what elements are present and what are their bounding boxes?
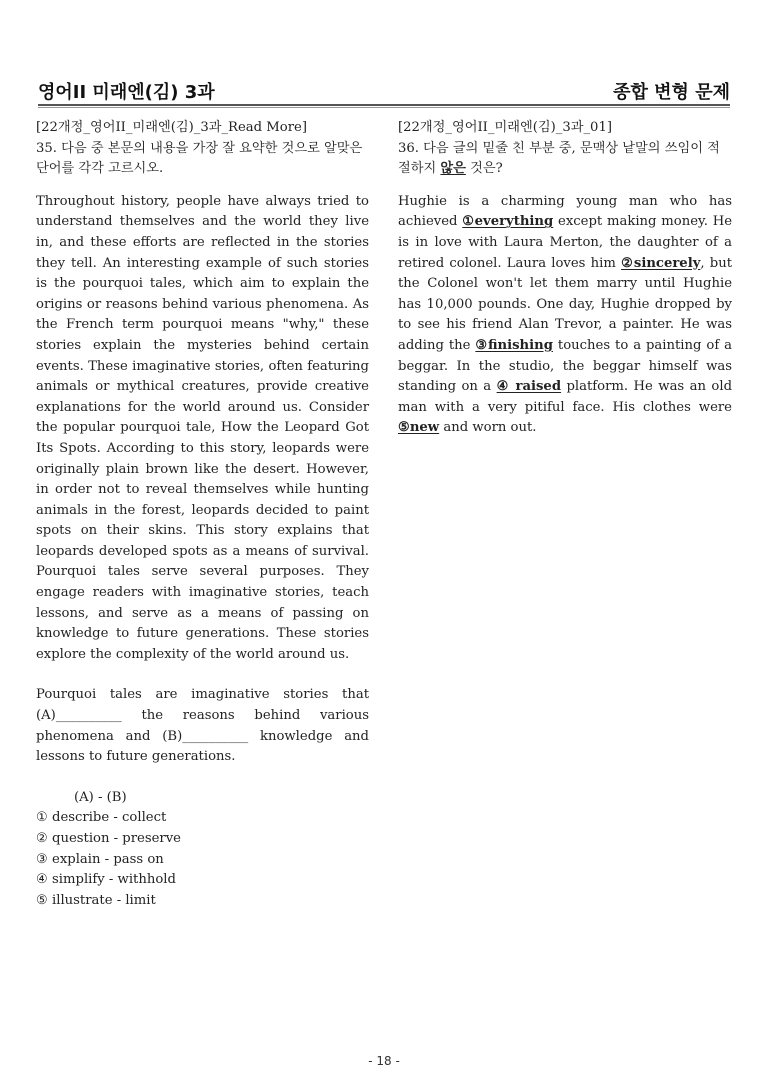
q36-passage-part-1: Hughie is a charming young man who has achieved — [398, 193, 732, 230]
q36-tag: [22개정_영어II_미래엔(김)_3과_01] — [398, 120, 612, 135]
q36-underline-1: ①everything — [462, 214, 554, 230]
header-rule-thin — [38, 107, 730, 108]
q36-passage-part-2: except making money. He is in love with Laura Merton, the daughter of a retired colonel. Laura loves him — [398, 214, 733, 271]
page-header — [38, 74, 730, 104]
q36-passage-part-5: platform. He was an old man with a very pitiful face. His clothes were — [398, 379, 733, 415]
q36-passage-part-3: , but the Colonel won't let them marry until Hughie has 10,000 pounds. One day, Hughie dropped by to see his friend Alan Trevor, a painter. He was adding the — [398, 255, 733, 353]
header-right-title: 종합 변형 문제 — [613, 82, 730, 103]
q35-choice-header: (A) - (B) — [74, 789, 127, 805]
right-column — [398, 118, 732, 439]
q36-passage-part-6: and worn out. — [439, 420, 537, 436]
q36-passage — [398, 192, 732, 439]
q35-tag: [22개정_영어II_미래엔(김)_3과_Read More] — [36, 120, 307, 135]
q35-choice-3: ③ explain - pass on — [36, 851, 164, 867]
left-column — [36, 118, 369, 911]
q36-question-emphasis: 않은 — [440, 161, 466, 177]
q36-question — [398, 139, 732, 180]
q36-passage-part-4: touches to a painting of a beggar. In the studio, the beggar himself was standing on a — [398, 337, 733, 395]
q35-passage: Throughout history, people have always tried to understand themselves and the world they live in, and these efforts are reflected in the stories they tell. An interesting example of such stories is the pourquoi tales, which aim to explain the origins or reasons behind various phenomena. As the French term pourquoi means "why," these stories explain the mysteries behind certain events. These imaginative stories, often featuring animals or mythical creatures, provide creative explanations for the world around us. Consider the popular pourquoi tale, How the Leopard Got Its Spots. According to this story, leopards were originally plain brown like the desert. However, in order not to reveal themselves while hunting animals in the forest, leopards decided to paint spots on their skins. This story explains that leopards developed spots as a means of survival. Pourquoi tales serve several purposes. They engage readers with imaginative stories, teach lessons, and serve as a means of passing on knowledge to future generations. These stories explore the complexity of the world around us. — [36, 193, 369, 662]
q35-choices — [36, 788, 369, 912]
header-rule-thick — [38, 104, 730, 106]
q35-choice-4: ④ simplify - withhold — [36, 872, 176, 888]
q35-summary: Pourquoi tales are imaginative stories that (A)__________ the reasons behind various phenomena and (B)__________ knowledge and lessons to future generations. — [36, 687, 369, 765]
q35-question: 35. 다음 중 본문의 내용을 가장 잘 요약한 것으로 알맞은 단어를 각각 고르시오. — [36, 140, 363, 177]
header-left-title: 영어II 미래엔(김) 3과 — [38, 82, 215, 103]
q36-question-post: 것은? — [465, 161, 503, 177]
q36-underline-4: ④ raised — [496, 379, 562, 395]
page-number: - 18 - — [368, 1054, 400, 1068]
q35-choice-5: ⑤ illustrate - limit — [36, 892, 156, 908]
q36-underline-3: ③finishing — [475, 337, 553, 353]
q36-underline-5: ⑤new — [398, 420, 440, 436]
q35-choice-1: ① describe - collect — [36, 810, 167, 826]
q36-question-pre: 36. 다음 글의 밑줄 친 부분 중, 문맥상 낱말의 쓰임이 적절하지 — [398, 140, 720, 177]
q36-underline-2: ②sincerely — [621, 255, 701, 271]
q35-choice-2: ② question - preserve — [36, 831, 181, 846]
